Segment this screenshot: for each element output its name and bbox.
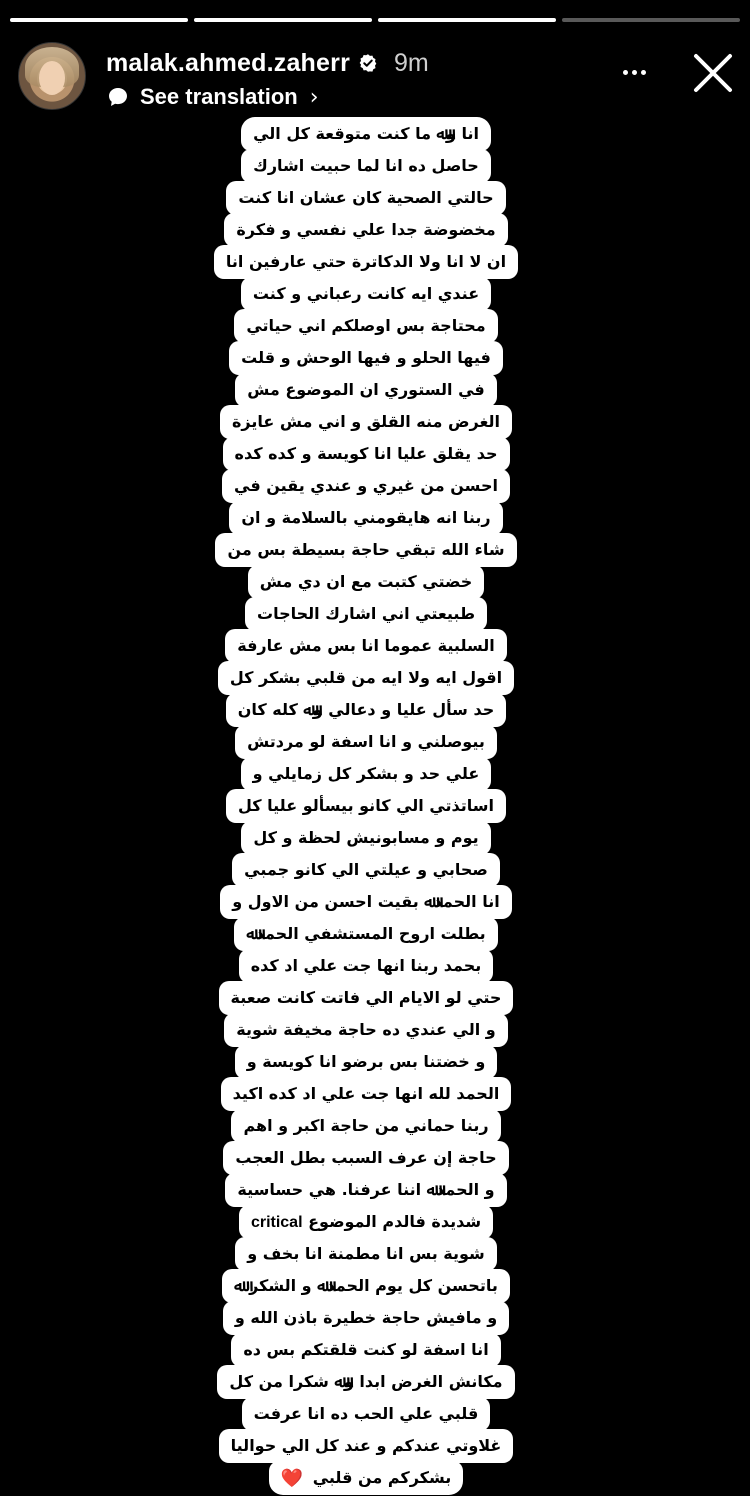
story-text-line: و الحمدﷲ اننا عرفنا. هي حساسية: [225, 1173, 506, 1207]
story-text-line: صحابي و عيلتي الي كانو جمبي: [232, 853, 500, 887]
red-heart-icon: ❤️: [280, 1468, 304, 1489]
story-text-line: السلبية عموما انا بس مش عارفة: [225, 629, 507, 663]
story-progress-fill: [378, 18, 556, 22]
story-text-line: اساتذتي الي كانو بيسألو عليا كل: [226, 789, 506, 823]
story-text-line-critical: [239, 1205, 493, 1239]
close-icon[interactable]: [690, 50, 736, 96]
story-text-line: باتحسن كل يوم الحمدﷲ و الشكر ﷲ: [222, 1269, 510, 1303]
verified-badge-icon: [358, 53, 378, 73]
story-header: [18, 42, 736, 114]
story-text-line: حد سأل عليا و دعالي وﷲ كله كان: [226, 693, 507, 727]
story-text-line: عندي ايه كانت رعباني و كنت: [241, 277, 491, 311]
avatar[interactable]: [18, 42, 86, 110]
story-text-line: مكانش الغرض ابدا وﷲ شكرا من كل: [217, 1365, 514, 1399]
story-text-line: الغرض منه القلق و اني مش عايزة: [220, 405, 512, 439]
speech-bubble-icon: [106, 85, 130, 109]
story-text-line: بطلت اروح المستشفي الحمدﷲ: [234, 917, 497, 951]
post-time: 9m: [394, 48, 429, 77]
story-progress-segment: [378, 18, 556, 22]
story-text-line: خضتي كتبت مع ان دي مش: [248, 565, 485, 599]
more-dot: [623, 70, 628, 75]
story-progress-segment: [194, 18, 372, 22]
story-progress-bars: [10, 18, 740, 22]
story-text-line: احسن من غيري و عندي يقين في: [222, 469, 510, 503]
story-text-line: محتاجة بس اوصلكم اني حياتي: [234, 309, 497, 343]
story-progress-segment: [562, 18, 740, 22]
story-text-line: حتي لو الايام الي فاتت كانت صعبة: [219, 981, 514, 1015]
story-text-line: غلاوتي عندكم و عند كل الي حواليا: [219, 1429, 514, 1463]
story-text-line: في الستوري ان الموضوع مش: [235, 373, 497, 407]
story-text-line: فيها الحلو و فيها الوحش و قلت: [229, 341, 503, 375]
story-text-line: و خضتنا بس برضو انا كويسة و: [235, 1045, 498, 1079]
story-text-line: حد يقلق عليا انا كويسة و كده كده: [223, 437, 510, 471]
more-dot: [641, 70, 646, 75]
story-text-block: [176, 118, 556, 1494]
story-text-line: حاصل ده انا لما حبيت اشارك: [241, 149, 491, 183]
story-progress-fill: [10, 18, 188, 22]
story-text-line: و مافيش حاجة خطيرة باذن الله و: [223, 1301, 509, 1335]
story-text-line: قلبي علي الحب ده انا عرفت: [242, 1397, 491, 1431]
story-text-line: و الي عندي ده حاجة مخيفة شوية: [224, 1013, 508, 1047]
story-text-arabic: شديدة فالدم الموضوع: [302, 1212, 482, 1231]
username-row: [106, 48, 429, 78]
story-text-line: ان لا انا ولا الدكاترة حتي عارفين انا: [214, 245, 518, 279]
story-text-line: يوم و مسابونيش لحظة و كل: [241, 821, 490, 855]
story-text-line: الحمد لله انها جت علي اد كده اكيد: [221, 1077, 512, 1111]
story-text-line: شاء الله تبقي حاجة بسيطة بس من: [215, 533, 516, 567]
more-dot: [632, 70, 637, 75]
story-text-line: طبيعتي اني اشارك الحاجات: [245, 597, 487, 631]
see-translation-button[interactable]: [106, 82, 319, 112]
story-text-line: حالتي الصحية كان عشان انا كنت: [226, 181, 505, 215]
story-text-line: ربنا انه هايقومني بالسلامة و ان: [229, 501, 502, 535]
story-text-line: علي حد و بشكر كل زمايلي و: [241, 757, 492, 791]
story-text-line: حاجة إن عرف السبب بطل العجب: [223, 1141, 508, 1175]
story-text-line: مخضوضة جدا علي نفسي و فكرة: [224, 213, 507, 247]
story-text-latin-word: critical: [250, 1214, 303, 1231]
story-progress-fill: [194, 18, 372, 22]
story-text-line: انا وﷲ ما كنت متوقعة كل الي: [241, 117, 491, 151]
story-text-arabic: بشكركم من قلبي: [312, 1468, 452, 1487]
story-text-line: اقول ايه ولا ايه من قلبي بشكر كل: [218, 661, 514, 695]
story-text-line: بيوصلني و انا اسفة لو مردتش: [235, 725, 497, 759]
story-text-line-last: [269, 1461, 464, 1495]
chevron-right-icon: ›: [309, 84, 319, 110]
more-options-icon[interactable]: [614, 62, 654, 82]
username[interactable]: malak.ahmed.zaherr: [106, 48, 350, 77]
story-text-line: انا الحمدﷲ بقيت احسن من الاول و: [220, 885, 511, 919]
story-text-line: انا اسفة لو كنت قلقتكم بس ده: [231, 1333, 500, 1367]
story-text-line: شوية بس انا مطمنة انا بخف و: [235, 1237, 497, 1271]
see-translation-label: See translation: [140, 84, 298, 109]
avatar-face: [39, 61, 65, 95]
story-progress-segment: [10, 18, 188, 22]
story-text-line: بحمد ربنا انها جت علي اد كده: [239, 949, 494, 983]
story-text-line: ربنا حماني من حاجة اكبر و اهم: [231, 1109, 500, 1143]
